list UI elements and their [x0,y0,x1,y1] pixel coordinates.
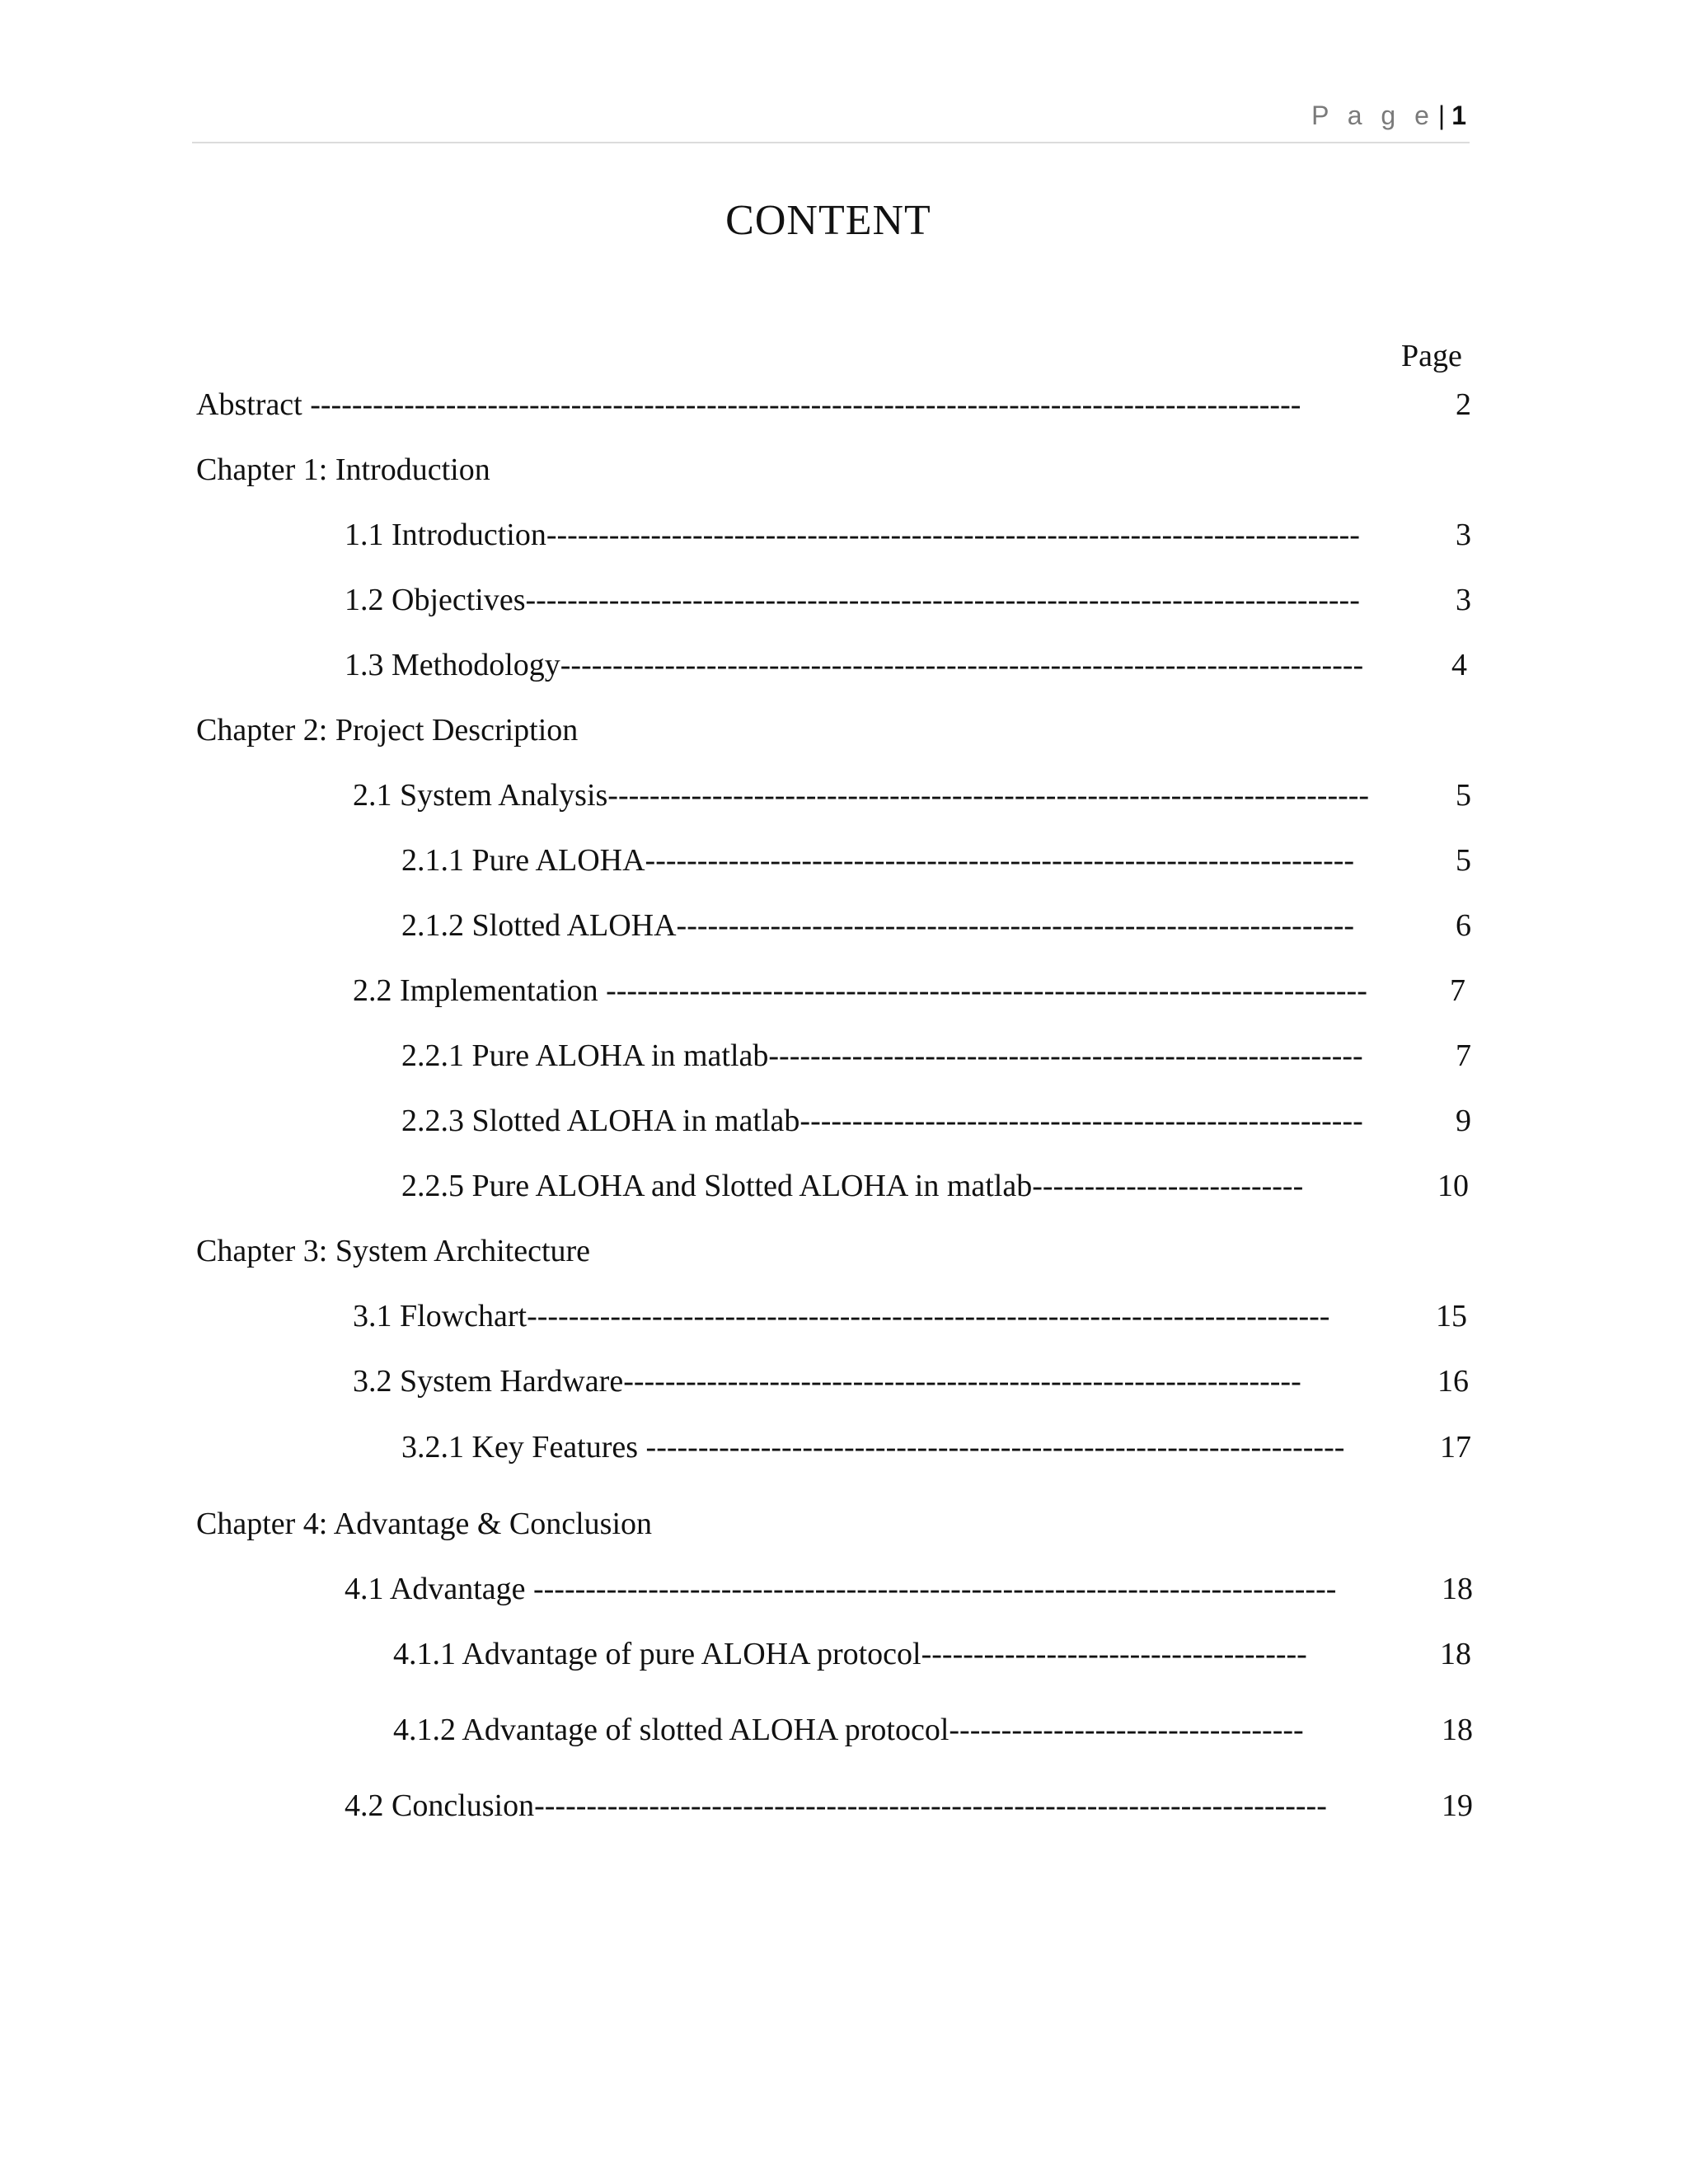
toc-entry-2-2-3: 2.2.3 Slotted ALOHA in matlab------------------------------------------------------ [401,1104,1363,1138]
toc-page-4-1-1: 18 [1440,1637,1471,1671]
toc-page-2-1-1: 5 [1456,843,1471,878]
toc-page-abstract: 2 [1456,387,1471,422]
toc-entry-1-1: 1.1 Introduction------------------------------------------------------------------------------ [345,518,1360,552]
toc-chapter-4: Chapter 4: Advantage & Conclusion [196,1507,653,1541]
toc-page-2-2-5: 10 [1437,1169,1469,1203]
toc-page-2-1: 5 [1456,778,1471,813]
page-number: 1 [1451,101,1466,130]
toc-entry-2-1-1: 2.1.1 Pure ALOHA-------------------------------------------------------------------- [401,843,1355,878]
toc-page-4-1-2: 18 [1442,1713,1473,1747]
toc-page-2-2: 7 [1450,973,1465,1008]
toc-entry-3-2: 3.2 System Hardware----------------------------------------------------------------- [353,1364,1301,1399]
page-separator: | [1437,101,1446,130]
toc-chapter-2: Chapter 2: Project Description [196,713,579,748]
toc-entry-1-3: 1.3 Methodology----------------------------------------------------------------------------- [345,648,1364,682]
page-header [192,96,1470,143]
page-number-label [1311,101,1466,131]
toc-chapter-3: Chapter 3: System Architecture [196,1234,591,1268]
document-title: CONTENT [725,197,931,244]
toc-page-1-1: 3 [1456,518,1471,552]
toc-page-1-2: 3 [1456,583,1471,617]
toc-page-1-3: 4 [1451,648,1467,682]
toc-entry-2-2-5: 2.2.5 Pure ALOHA and Slotted ALOHA in matlab-------------------------- [401,1169,1304,1203]
toc-page-2-2-1: 7 [1456,1038,1471,1073]
toc-entry-2-1-2: 2.1.2 Slotted ALOHA----------------------------------------------------------------- [401,908,1355,943]
toc-entry-4-1-1: 4.1.1 Advantage of pure ALOHA protocol------------------------------------- [393,1637,1307,1671]
toc-page-2-1-2: 6 [1456,908,1471,943]
toc-page-3-2: 16 [1437,1364,1469,1399]
toc-entry-2-1: 2.1 System Analysis------------------------------------------------------------------------- [353,778,1370,813]
toc-page-4-1: 18 [1442,1572,1473,1606]
toc-entry-4-1: 4.1 Advantage ----------------------------------------------------------------------------- [345,1572,1337,1606]
toc-entry-3-1: 3.1 Flowchart----------------------------------------------------------------------------- [353,1299,1330,1333]
toc-entry-abstract: Abstract ----------------------------------------------------------------------------------------------- [196,387,1301,422]
toc-entry-4-2: 4.2 Conclusion---------------------------------------------------------------------------- [345,1788,1327,1823]
toc-entry-2-2: 2.2 Implementation ------------------------------------------------------------------------- [353,973,1367,1008]
toc-page-3-1: 15 [1436,1299,1467,1333]
toc-page-2-2-3: 9 [1456,1104,1471,1138]
toc-entry-2-2-1: 2.2.1 Pure ALOHA in matlab--------------------------------------------------------- [401,1038,1363,1073]
toc-entry-1-2: 1.2 Objectives-------------------------------------------------------------------------------- [345,583,1360,617]
page-label: P a g e [1311,101,1435,130]
toc-entry-3-2-1: 3.2.1 Key Features ------------------------------------------------------------------- [401,1430,1345,1465]
toc-entry-4-1-2: 4.1.2 Advantage of slotted ALOHA protocol---------------------------------- [393,1713,1304,1747]
page-column-heading: Page [1401,339,1462,373]
toc-chapter-1: Chapter 1: Introduction [196,452,490,487]
toc-page-4-2: 19 [1442,1788,1473,1823]
toc-page-3-2-1: 17 [1440,1430,1471,1465]
